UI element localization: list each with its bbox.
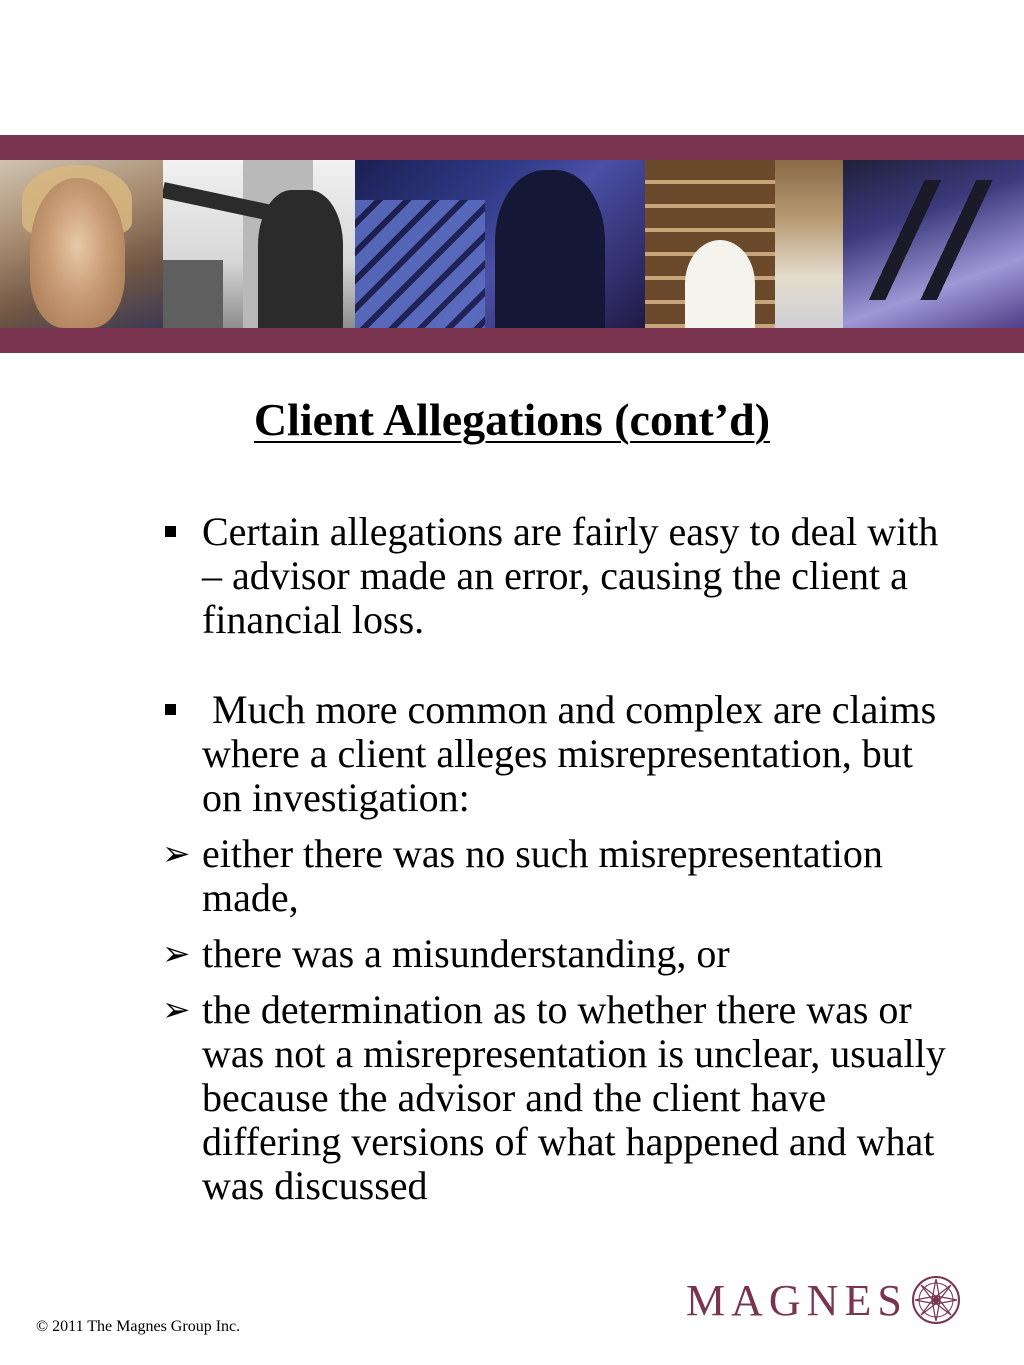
bullet-text: there was a misunderstanding, or — [202, 931, 730, 976]
photo-walking-people — [843, 160, 1024, 328]
photo-businessman-skyline — [163, 160, 355, 328]
sub-bullet-item — [160, 832, 950, 920]
photo-office-windows — [355, 160, 645, 328]
arrow-bullet-icon: ➢ — [162, 992, 191, 1029]
arrow-bullet-icon: ➢ — [162, 936, 191, 973]
bullet-text: the determination as to whether there was or was not a misrepresentation is unclear, usually because the advisor and the client have differing versions of what happened and what was discussed — [202, 987, 946, 1208]
photo-strip — [0, 160, 1024, 328]
photo-businesswoman — [0, 160, 163, 328]
bullet-item — [160, 510, 950, 642]
bullet-text: Much more common and complex are claims where a client alleges misrepresentation, but on investigation: — [202, 687, 947, 820]
sub-bullet-item — [160, 932, 950, 976]
bullet-list — [160, 510, 950, 1208]
bullet-item — [160, 688, 950, 820]
compass-rose-icon — [910, 1274, 962, 1326]
magnes-logo — [686, 1270, 962, 1330]
header-banner — [0, 135, 1024, 353]
arrow-bullet-icon: ➢ — [162, 836, 191, 873]
bullet-text: Certain allegations are fairly easy to deal with – advisor made an error, causing the client a financial loss. — [202, 509, 939, 642]
photo-law-library-meeting — [645, 160, 843, 328]
bullet-text: either there was no such misrepresentation made, — [202, 831, 883, 920]
slide-title: Client Allegations (cont’d) — [253, 394, 771, 445]
sub-bullet-item — [160, 988, 950, 1208]
logo-text: MAGNES — [686, 1275, 908, 1325]
copyright-notice: © 2011 The Magnes Group Inc. — [36, 1318, 241, 1335]
